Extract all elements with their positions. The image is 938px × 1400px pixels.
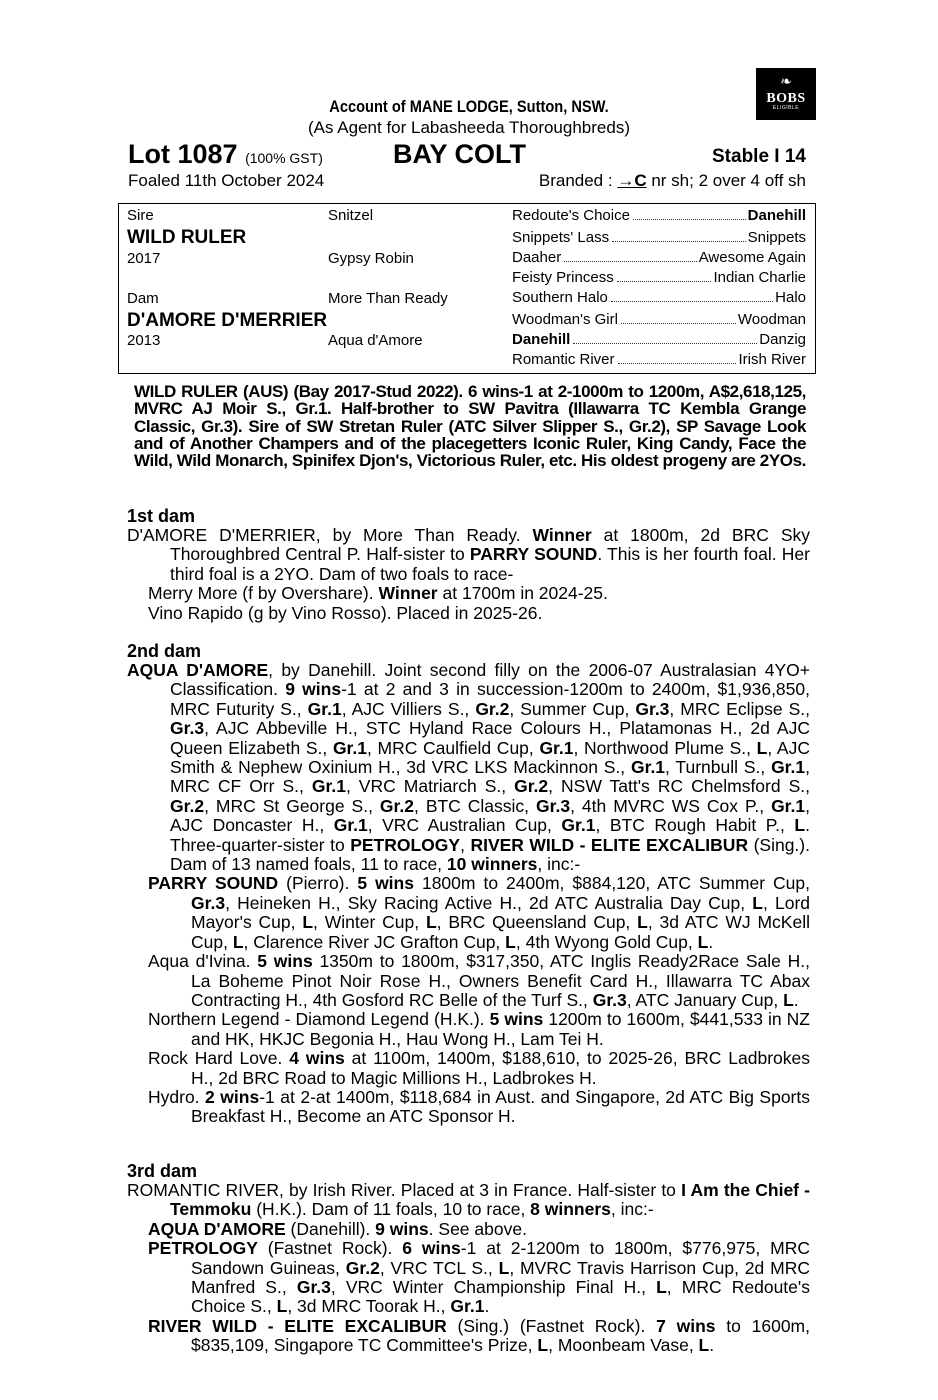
bold-run: L (783, 989, 794, 1010)
first-dam-text (127, 526, 810, 584)
text-run: Hydro. (148, 1086, 206, 1107)
bold-run: Gr.1 (561, 815, 596, 836)
bold-run: I Am the Chief - Temmoku (170, 1180, 810, 1220)
text-run: . (708, 931, 714, 952)
dam-dam: Aqua d'Amore (328, 332, 423, 349)
text-run: -1 at 2-at 1400m, $118,684 in Aust. and Singapore, 2d ATC Big Sports Breakfast H., Become an ATC Sponsor H. (191, 1086, 811, 1127)
text-run: , AJC Smith & Nephew Oxinium H., 3d VRC LKS Mackinnon S., (170, 737, 810, 778)
second-dam-text (127, 661, 810, 874)
ancestor-right: Halo (775, 289, 806, 306)
bold-run: Gr.2 (475, 698, 510, 719)
text-run: , MRC Eclipse S., (669, 698, 810, 719)
text-run: , (460, 834, 471, 855)
bold-run: L (498, 1257, 510, 1278)
text-run: , Summer Cup, (509, 698, 636, 719)
lot-label: Lot 1087 (128, 139, 238, 169)
ancestor-row (512, 269, 806, 286)
first-dam-heading: 1st dam (127, 506, 196, 526)
sire-summary: WILD RULER (AUS) (Bay 2017-Stud 2022). 6 wins-1 at 2-1000m to 1200m, A$2,618,125, MVRC AJ Moir S., Gr.1. Half-brother to SW Pavitra (Illawarra TC Kembla Grange Classic, Gr.3). Sire of SW Stretan Ruler (ATC Silver Slipper S., Gr.2), SP Savage Look and of Another Champers and of the placegetters Iconic Ruler, King Candy, Face the Wild, Wild Monarch, Spinifex Djon's, Victorious Ruler, etc. His oldest progeny are 2YOs. (134, 382, 806, 471)
bold-run: 5 wins (489, 1009, 544, 1030)
bold-run: PETROLOGY (148, 1238, 258, 1259)
foal-entry: Vino Rapido (g by Vino Rosso). Placed in 2025-26. (148, 602, 543, 623)
brand-symbol: →C (617, 171, 647, 190)
ancestor-row (512, 351, 806, 368)
bold-run: 6 wins (402, 1238, 461, 1259)
progeny-entry (127, 1049, 810, 1088)
bold-run: PARRY SOUND (469, 544, 598, 565)
bold-run: L (698, 1335, 710, 1356)
bold-run: PARRY SOUND (148, 873, 279, 894)
dam-name-text: D'AMORE D'MERRIER (127, 525, 316, 545)
text-run: , 3d ATC WJ McKell Cup, (191, 912, 810, 952)
text-run: , Clarence River JC Grafton Cup, (243, 931, 506, 952)
foal-entry (127, 584, 810, 603)
third-dam-section (127, 1181, 810, 1356)
bold-run: 5 wins (257, 951, 313, 972)
ancestor-left: Southern Halo (512, 289, 608, 306)
ancestor-row (512, 207, 806, 224)
ancestor-right: Danzig (759, 331, 806, 348)
text-run: , 4th MVRC WS Cox P., (570, 795, 772, 816)
bold-run: AQUA D'AMORE (148, 1218, 286, 1239)
bold-run: 10 winners (446, 854, 538, 875)
sire-sire: Snitzel (328, 207, 374, 224)
bold-run: 9 wins (375, 1218, 429, 1239)
first-dam-section (127, 526, 810, 623)
text-run: , ATC January Cup, (626, 989, 784, 1010)
progeny-entry (127, 1010, 810, 1049)
sire-label: Sire (127, 207, 154, 224)
text-run: , NSW Tatt's RC Chelmsford S., (548, 776, 810, 797)
bold-run: L (756, 737, 768, 758)
text-run: Merry More (f by Overshare). (148, 583, 379, 604)
ancestor-row (512, 229, 806, 246)
text-run: , MRC Redoute's Choice S., (191, 1277, 810, 1317)
text-run: (Fastnet Rock). (257, 1238, 403, 1259)
progeny-entry (127, 1239, 810, 1317)
ancestor-right: Danehill (747, 207, 806, 224)
dam-label: Dam (127, 290, 159, 307)
lot-number (128, 139, 323, 170)
text-run: , VRC TCL S., (379, 1257, 499, 1278)
racehorse-icon: ❧ (780, 73, 792, 89)
text-run: . (793, 989, 799, 1010)
ancestor-left: Daaher (512, 249, 562, 266)
progeny-entry (127, 952, 810, 1010)
text-run: (Danehill). (285, 1218, 376, 1239)
bold-run: Gr.2 (170, 795, 205, 816)
ancestor-right: Snippets (747, 229, 806, 246)
third-dam-heading: 3rd dam (127, 1161, 198, 1181)
text-run: , MRC CF Orr S., (170, 757, 810, 797)
text-run: , inc:- (610, 1199, 654, 1220)
bold-run: Gr.3 (592, 989, 627, 1010)
ancestor-left: Snippets' Lass (512, 229, 610, 246)
bold-run: PETROLOGY (350, 834, 461, 855)
bold-run: Winner (378, 583, 438, 604)
text-run: , inc:- (537, 854, 581, 875)
ancestor-left: Woodman's Girl (512, 311, 618, 328)
text-run: (Pierro). (278, 873, 358, 894)
dam-year: 2013 (127, 332, 161, 349)
text-run: to 1600m, $835,109, Singapore TC Committee's Prize, (191, 1315, 810, 1356)
brand-label: Branded : (538, 171, 613, 190)
progeny-entry (127, 874, 810, 952)
text-run: Rock Hard Love. (148, 1048, 290, 1069)
vendor-account: Account of MANE LODGE, Sutton, NSW. (329, 97, 609, 116)
ancestor-right: Woodman (737, 311, 806, 328)
bold-run: L (425, 912, 437, 933)
text-run: at 1100m, 1400m, $188,610, to 2025-26, BRC Ladbrokes H., 2d BRC Road to Magic Millions H., Ladbrokes H. (191, 1048, 811, 1088)
ancestor-row (512, 331, 806, 348)
bold-run: L (537, 1335, 549, 1356)
ancestor-left: Romantic River (512, 351, 615, 368)
bold-run: Gr.2 (379, 795, 414, 816)
text-run: , MVRC Travis Harrison Cup, 2d MRC Manfred S., (191, 1257, 810, 1298)
bold-run: Gr.3 (191, 892, 226, 913)
text-run: , VRC Matriarch S., (345, 776, 515, 797)
text-run: , BTC Classic, (413, 795, 537, 816)
text-run: , BRC Queensland Cup, (436, 912, 638, 933)
text-run: 1350m to 1800m, $317,350, ATC Inglis Ready2Race Sale H., La Boheme Pinot Noir Rose H., Owners Benefit Card H., Illawarra TC Abax Contracting H., 4th Gosford RC Belle of the Turf S., (191, 951, 810, 1010)
text-run: Aqua d'Ivina. (148, 951, 258, 972)
bold-run: Gr.3 (296, 1277, 331, 1298)
bold-run: 2 wins (205, 1086, 260, 1107)
bold-run: AQUA D'AMORE (127, 660, 269, 680)
ancestor-row (512, 249, 806, 266)
progeny-entry (127, 1317, 810, 1356)
bold-run: Gr.1 (630, 757, 666, 778)
vendor-agent: (As Agent for Labasheeda Thoroughbreds) (308, 118, 630, 137)
text-run: , MRC Caulfield Cup, (367, 737, 540, 758)
sire-name: WILD RULER (127, 227, 247, 248)
text-run: , 4th Wyong Gold Cup, (515, 931, 698, 952)
bold-run: Gr.1 (450, 1296, 485, 1317)
dam-sire: More Than Ready (328, 290, 448, 307)
bold-run: Gr.1 (307, 698, 342, 719)
bold-run: RIVER WILD - ELITE EXCALIBUR (148, 1315, 447, 1336)
bold-run: L (794, 815, 806, 836)
bold-run: Gr.1 (539, 737, 574, 758)
text-run: (H.K.). Dam of 11 foals, 10 to race, (251, 1199, 531, 1220)
bold-run: L (697, 931, 709, 952)
text-run: , VRC Australian Cup, (367, 815, 562, 836)
dam-name: D'AMORE D'MERRIER (127, 310, 328, 331)
bold-run: Gr.1 (311, 776, 346, 797)
ancestor-left: Redoute's Choice (512, 207, 630, 224)
second-dam-heading: 2nd dam (127, 641, 202, 661)
bold-run: 9 wins (285, 679, 342, 700)
bold-run: 7 wins (656, 1315, 716, 1336)
text-run: . (709, 1335, 715, 1356)
bold-run: Gr.3 (635, 698, 670, 719)
ancestor-row (512, 311, 806, 328)
text-run: . (484, 1296, 490, 1317)
sire-year: 2017 (127, 250, 161, 267)
text-run: ROMANTIC RIVER, by Irish River. Placed at 3 in France. Half-sister to (127, 1180, 682, 1200)
text-run: -1 at 2-1200m to 1800m, $776,975, MRC Sandown Guineas, (191, 1238, 810, 1278)
bold-run: RIVER WILD - ELITE EXCALIBUR (470, 834, 749, 855)
text-run: , BTC Rough Habit P., (595, 815, 795, 836)
bold-run: 8 winners (530, 1199, 611, 1220)
text-run: , Heineken H., Sky Racing Active H., 2d ATC Australia Day Cup, (225, 892, 753, 913)
text-run: . This is her fourth foal. Her third foal is a 2YO. Dam of two foals to race- (170, 544, 810, 584)
text-run: . Three-quarter-sister to (170, 815, 810, 855)
ancestor-left: Danehill (512, 331, 571, 348)
bold-run: Winner (532, 525, 592, 545)
stable-location: Stable I 14 (712, 146, 806, 167)
bold-run: L (232, 931, 244, 952)
text-run: , VRC Winter Championship Final H., (330, 1277, 657, 1298)
text-run: 1200m to 1600m, $441,533 in NZ and HK, HKJC Begonia H., Hau Wong H., Lam Tei H. (191, 1009, 810, 1049)
ancestor-right: Indian Charlie (713, 269, 806, 286)
logo-text: BOBS (766, 91, 806, 106)
text-run: (Sing.). Dam of 13 named foals, 11 to race, (170, 834, 810, 875)
bold-run: L (752, 892, 763, 913)
bold-run: Gr.3 (170, 718, 205, 739)
ancestor-row (512, 289, 806, 306)
text-run: Northern Legend - Diamond Legend (H.K.). (148, 1009, 490, 1030)
text-run: , by Danehill. Joint second filly on the 2006-07 Australasian 4YO+ Classification. (170, 660, 810, 700)
bold-run: Gr.1 (771, 795, 806, 816)
gst-note: (100% GST) (245, 150, 323, 166)
progeny-entry (127, 1220, 810, 1239)
foaled-date: Foaled 11th October 2024 (128, 171, 325, 190)
text-run: , Northwood Plume S., (573, 737, 757, 758)
text-run: 1800m to 2400m, $884,120, ATC Summer Cup, (413, 873, 811, 894)
bold-run: L (505, 931, 516, 952)
brand-text: nr sh; 2 over 4 off sh (646, 171, 806, 190)
text-run: (Sing.) (Fastnet Rock). (446, 1315, 657, 1336)
text-run: , AJC Doncaster H., (170, 795, 810, 836)
text-run: . See above. (428, 1218, 527, 1239)
bold-run: 5 wins (357, 873, 414, 894)
progeny-entry (127, 1088, 810, 1127)
bold-run: Gr.3 (536, 795, 571, 816)
text-run: , 3d MRC Toorak H., (287, 1296, 451, 1317)
sire-dam: Gypsy Robin (328, 250, 414, 267)
text-run: , Moonbeam Vase, (548, 1335, 699, 1356)
text-run: , Winter Cup, (313, 912, 426, 933)
text-run: , AJC Abbeville H., STC Hyland Race Colours H., Platamonas H., 2d AJC Queen Elizabeth S., (170, 718, 810, 758)
bold-run: Gr.2 (514, 776, 549, 797)
bold-run: L (637, 912, 648, 933)
text-run: , Lord Mayor's Cup, (191, 892, 810, 933)
bold-run: L (302, 912, 314, 933)
text-run: , by More Than Ready. (315, 525, 533, 545)
bold-run: Gr.2 (345, 1257, 380, 1278)
bold-run: Gr.1 (771, 757, 806, 778)
text-run: -1 at 2 and 3 in succession-1200m to 2400m, $1,936,850, MRC Futurity S., (170, 679, 810, 719)
bold-run: 4 wins (289, 1048, 345, 1069)
brand-info (470, 171, 806, 191)
bold-run: L (276, 1296, 288, 1317)
ancestor-left: Feisty Princess (512, 269, 614, 286)
ancestor-right: Irish River (738, 351, 806, 368)
ancestor-right: Awesome Again (698, 249, 806, 266)
second-dam-section (127, 661, 810, 1127)
third-dam-text (127, 1181, 810, 1220)
logo-subtext: ELIGIBLE (772, 105, 800, 111)
text-run: , Turnbull S., (665, 757, 772, 778)
bold-run: Gr.1 (332, 737, 367, 758)
text-run: at 1700m in 2024-25. (437, 583, 608, 604)
bold-run: Gr.1 (333, 815, 368, 836)
bold-run: L (656, 1277, 667, 1298)
text-run: , AJC Villiers S., (341, 698, 476, 719)
text-run: , MRC St George S., (204, 795, 380, 816)
text-run: at 1800m, 2d BRC Sky Thoroughbred Central P. Half-sister to (170, 525, 810, 565)
horse-description: BAY COLT (393, 139, 527, 169)
